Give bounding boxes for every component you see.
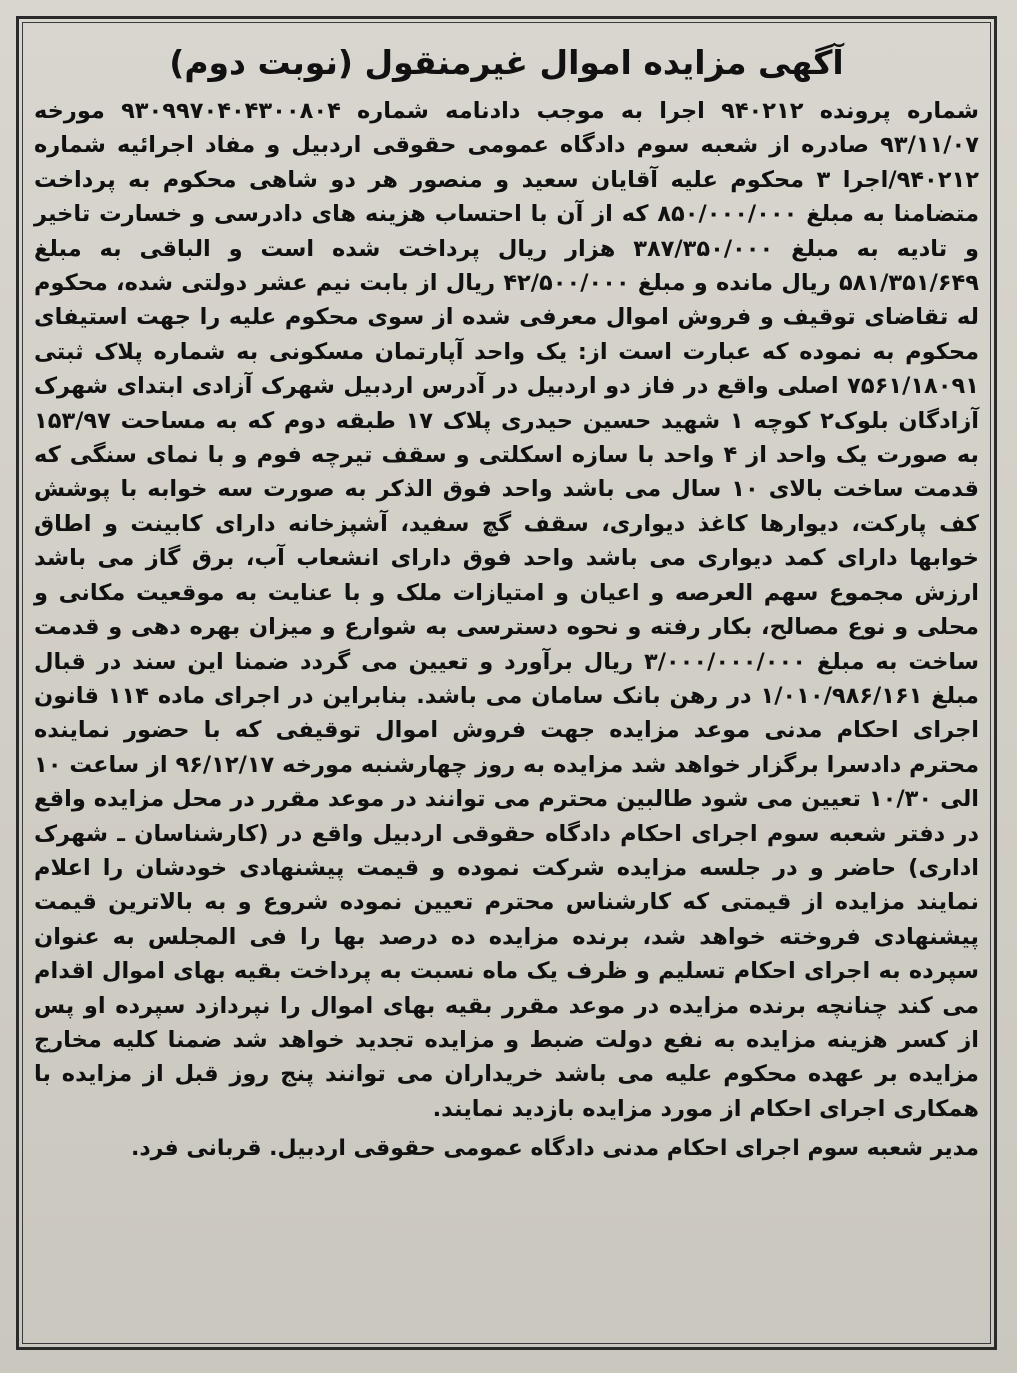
notice-title: آگهی مزایده اموال غیرمنقول (نوبت دوم) [169, 43, 844, 82]
notice-content [34, 38, 979, 1166]
notice-signature: مدیر شعبه سوم اجرای احکام مدنی دادگاه عمومی حقوقی اردبیل. قربانی فرد. [130, 1136, 979, 1162]
notice-body: شماره پرونده ۹۴۰۲۱۲ اجرا به موجب دادنامه شماره ۹۳۰۹۹۷۰۴۰۴۳۰۰۸۰۴ مورخه ۹۳/۱۱/۰۷ صادره از شعبه سوم دادگاه عمومی حقوقی اردبیل و مفاد اجرائیه شماره ۹۴۰۲۱۲/اجرا ۳ محکوم علیه آقایان سعید و منصور هر دو شاهی محکوم به پرداخت متضامنا به مبلغ ۸۵۰/۰۰۰/۰۰۰ که از آن با احتساب هزینه های دادرسی و خسارت تاخیر و تادیه به مبلغ ۳۸۷/۳۵۰/۰۰۰ هزار ریال پرداخت شده است و الباقی به مبلغ ۵۸۱/۳۵۱/۶۴۹ ریال مانده و مبلغ ۴۲/۵۰۰/۰۰۰ ریال از بابت نیم عشر دولتی شده، محکوم له تقاضای توقیف و فروش اموال معرفی شده از سوی محکوم علیه را جهت استیفای محکوم به نموده که عبارت است از: یک واحد آپارتمان مسکونی به شماره پلاک ثبتی ۷۵۶۱/۱۸۰۹۱ اصلی واقع در فاز دو اردبیل در آدرس اردبیل شهرک آزادی ابتدای شهرک آزادگان بلوک۲ کوچه ۱ شهید حسین حیدری پلاک ۱۷ طبقه دوم که به مساحت ۱۵۳/۹۷ به صورت یک واحد از ۴ واحد با سازه اسکلتی و سقف تیرچه فوم و با نمای سنگی که قدمت ساخت بالای ۱۰ سال می باشد واحد فوق الذکر به صورت سه خوابه با پوشش کف پارکت، دیوارها کاغذ دیواری، سقف گچ سفید، آشپزخانه دارای کابینت و اطاق خوابها دارای کمد دیواری می باشد واحد فوق دارای انشعاب آب، برق گاز می باشد ارزش مجموع سهم العرصه و اعیان و امتیازات ملک و با عنایت به موقعیت مکانی و محلی و نوع مصالح، بکار رفته و نحوه دسترسی به شوارع و میزان بهره دهی و قدمت ساخت به مبلغ ۳/۰۰۰/۰۰۰/۰۰۰ ریال برآورد و تعیین می گردد ضمنا این سند در قبال مبلغ ۱/۰۱۰/۹۸۶/۱۶۱ در رهن بانک سامان می باشد. بنابراین در اجرای ماده ۱۱۴ قانون اجرای احکام مدنی موعد مزایده جهت فروش اموال توقیفی که با حضور نماینده محترم دادسرا برگزار خواهد شد مزایده به روز چهارشنبه مورخه ۹۶/۱۲/۱۷ از ساعت ۱۰ الی ۱۰/۳۰ تعیین می شود طالبین محترم می توانند در موعد مقرر در محل مزایده واقع در دفتر شعبه سوم اجرای احکام دادگاه حقوقی اردبیل واقع در (کارشناسان ـ شهرک اداری) حاضر و در جلسه مزایده شرکت نموده و قیمت پیشنهادی خودشان را اعلام نمایند مزایده از قیمتی که کارشناس محترم تعیین نموده شروع و به بالاترین قیمت پیشنهادی فروخته خواهد شد، برنده مزایده ده درصد بها را فی المجلس به عنوان سپرده به اجرای احکام تسلیم و ظرف یک ماه نسبت به پرداخت بقیه بهای اموال اقدام می کند چنانچه برنده مزایده در موعد مقرر بقیه بهای اموال را نپردازد سپرده او پس از کسر هزینه مزایده به نفع دولت ضبط و مزایده تجدید خواهد شد ضمنا کلیه مخارج مزایده بر عهده محکوم علیه می باشد خریداران می توانند پنج روز قبل از مزایده با همکاری اجرای احکام از مورد مزایده بازدید نمایند. [34, 98, 980, 1122]
